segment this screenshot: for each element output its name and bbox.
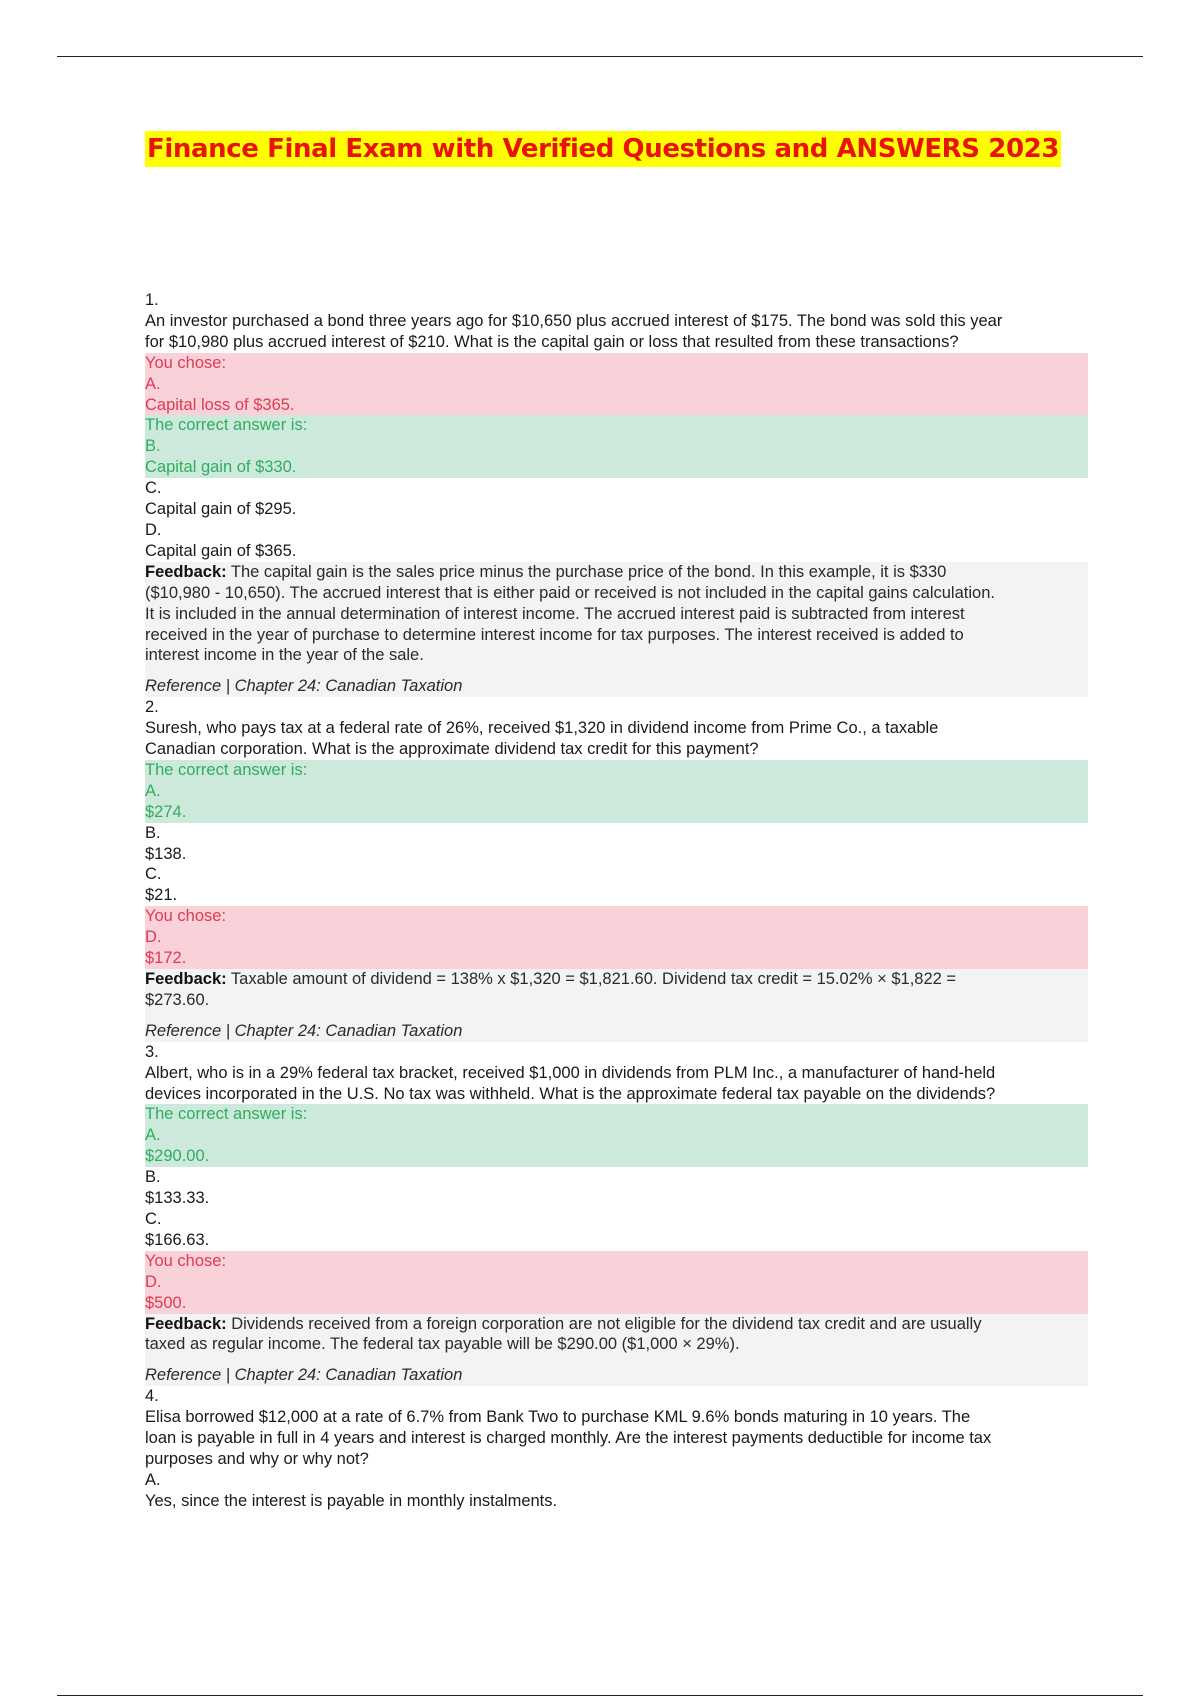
option-text: $138. xyxy=(145,844,187,863)
option-letter: C. xyxy=(145,865,162,884)
option-letter: D. xyxy=(145,928,162,947)
top-rule xyxy=(57,56,1143,57)
option-letter: A. xyxy=(145,374,161,393)
option-text: Capital gain of $330. xyxy=(145,458,297,477)
option-text: $500. xyxy=(145,1293,187,1312)
option-text: Capital gain of $365. xyxy=(145,541,297,560)
option-text: $172. xyxy=(145,949,187,968)
feedback-box xyxy=(145,562,1088,697)
answer-option xyxy=(145,864,1088,906)
chosen-wrong-answer xyxy=(145,906,1088,969)
bottom-rule xyxy=(57,1695,1143,1696)
feedback-text: Dividends received from a foreign corporation are not eligible for the dividend tax credit and are usually xyxy=(226,1314,982,1333)
option-letter: A. xyxy=(145,781,161,800)
option-text: Capital gain of $295. xyxy=(145,500,297,519)
question-stem-line: Albert, who is in a 29% federal tax bracket, received $1,000 in dividends from PLM Inc., a manufacturer of hand-held xyxy=(145,1063,996,1082)
feedback-line: $273.60. xyxy=(145,990,210,1009)
feedback-text: Taxable amount of dividend = 138% x $1,320 = $1,821.60. Dividend tax credit = 15.02% × $1,822 = xyxy=(226,970,957,988)
reference-line: Reference | Chapter 24: Canadian Taxation xyxy=(145,1021,463,1040)
answer-option xyxy=(145,1209,1088,1251)
document-title: Finance Final Exam with Verified Questions and ANSWERS 2023 xyxy=(145,131,1061,167)
option-text: $290.00. xyxy=(145,1147,210,1166)
answer-option xyxy=(145,823,1088,865)
question-stem-line: purposes and why or why not? xyxy=(145,1449,369,1468)
chosen-wrong-answer xyxy=(145,1251,1088,1314)
question-number: 2. xyxy=(145,698,159,717)
answer-status-heading: You chose: xyxy=(145,353,227,372)
question-stem-line: Canadian corporation. What is the approximate dividend tax credit for this payment? xyxy=(145,740,759,759)
option-letter: A. xyxy=(145,1470,161,1489)
option-text: $166.63. xyxy=(145,1230,210,1249)
question-stem-line: devices incorporated in the U.S. No tax was withheld. What is the approximate federal tax payable on the dividends? xyxy=(145,1084,996,1103)
feedback-label: Feedback: xyxy=(145,562,227,581)
feedback-line xyxy=(145,562,1088,583)
question-block xyxy=(145,1042,1088,1387)
exam-content xyxy=(145,290,1088,1512)
feedback-line: It is included in the annual determination of interest income. The accrued interest paid is subtracted from interest xyxy=(145,604,965,623)
reference-line: Reference | Chapter 24: Canadian Taxation xyxy=(145,1366,463,1385)
answer-status-heading: You chose: xyxy=(145,1251,227,1270)
question-stem-line: Elisa borrowed $12,000 at a rate of 6.7% from Bank Two to purchase KML 9.6% bonds maturing in 10 years. The xyxy=(145,1408,971,1427)
question-stem-line: An investor purchased a bond three years ago for $10,650 plus accrued interest of $175. The bond was sold this year xyxy=(145,311,1003,330)
option-letter: B. xyxy=(145,823,161,842)
feedback-line xyxy=(145,1314,1088,1335)
correct-answer xyxy=(145,415,1088,478)
option-letter: D. xyxy=(145,1272,162,1291)
option-letter: C. xyxy=(145,1209,162,1228)
reference-line: Reference | Chapter 24: Canadian Taxation xyxy=(145,677,463,696)
feedback-box xyxy=(145,969,1088,1042)
answer-status-heading: The correct answer is: xyxy=(145,416,308,435)
question-block xyxy=(145,697,1088,1042)
answer-option xyxy=(145,1167,1088,1209)
question-number: 1. xyxy=(145,291,159,309)
option-text: $21. xyxy=(145,886,178,905)
option-letter: B. xyxy=(145,1168,161,1187)
question-stem-line: loan is payable in full in 4 years and interest is charged monthly. Are the interest payments deductible for income tax xyxy=(145,1429,992,1448)
answer-option xyxy=(145,1470,1088,1512)
correct-answer xyxy=(145,760,1088,823)
option-letter: C. xyxy=(145,479,162,498)
feedback-box xyxy=(145,1314,1088,1387)
question-stem-line: Suresh, who pays tax at a federal rate of 26%, received $1,320 in dividend income from Prime Co., a taxable xyxy=(145,719,939,738)
chosen-wrong-answer xyxy=(145,353,1088,416)
feedback-line xyxy=(145,969,1088,990)
question-number: 4. xyxy=(145,1387,159,1406)
option-text: Capital loss of $365. xyxy=(145,395,295,414)
question-number: 3. xyxy=(145,1042,159,1061)
option-text: Yes, since the interest is payable in monthly instalments. xyxy=(145,1491,558,1510)
option-text: $274. xyxy=(145,802,187,821)
feedback-label: Feedback: xyxy=(145,970,227,988)
correct-answer xyxy=(145,1104,1088,1167)
question-stem-line: for $10,980 plus accrued interest of $210. What is the capital gain or loss that resulted from these transactions? xyxy=(145,332,959,351)
question-block xyxy=(145,1386,1088,1511)
feedback-line: interest income in the year of the sale. xyxy=(145,646,424,665)
feedback-line: taxed as regular income. The federal tax payable will be $290.00 ($1,000 × 29%). xyxy=(145,1335,740,1354)
question-block xyxy=(145,290,1088,697)
answer-status-heading: The correct answer is: xyxy=(145,760,308,779)
option-letter: A. xyxy=(145,1126,161,1145)
answer-option xyxy=(145,478,1088,520)
option-text: $133.33. xyxy=(145,1189,210,1208)
answer-status-heading: You chose: xyxy=(145,907,227,926)
feedback-text: The capital gain is the sales price minus the purchase price of the bond. In this example, it is $330 xyxy=(226,562,947,581)
feedback-line: ($10,980 - 10,650). The accrued interest that is either paid or received is not included in the capital gains calculation. xyxy=(145,583,995,602)
feedback-line: received in the year of purchase to determine interest income for tax purposes. The interest received is added to xyxy=(145,625,964,644)
answer-option xyxy=(145,520,1088,562)
answer-status-heading: The correct answer is: xyxy=(145,1105,308,1124)
feedback-label: Feedback: xyxy=(145,1314,227,1333)
option-letter: B. xyxy=(145,437,161,456)
option-letter: D. xyxy=(145,520,162,539)
